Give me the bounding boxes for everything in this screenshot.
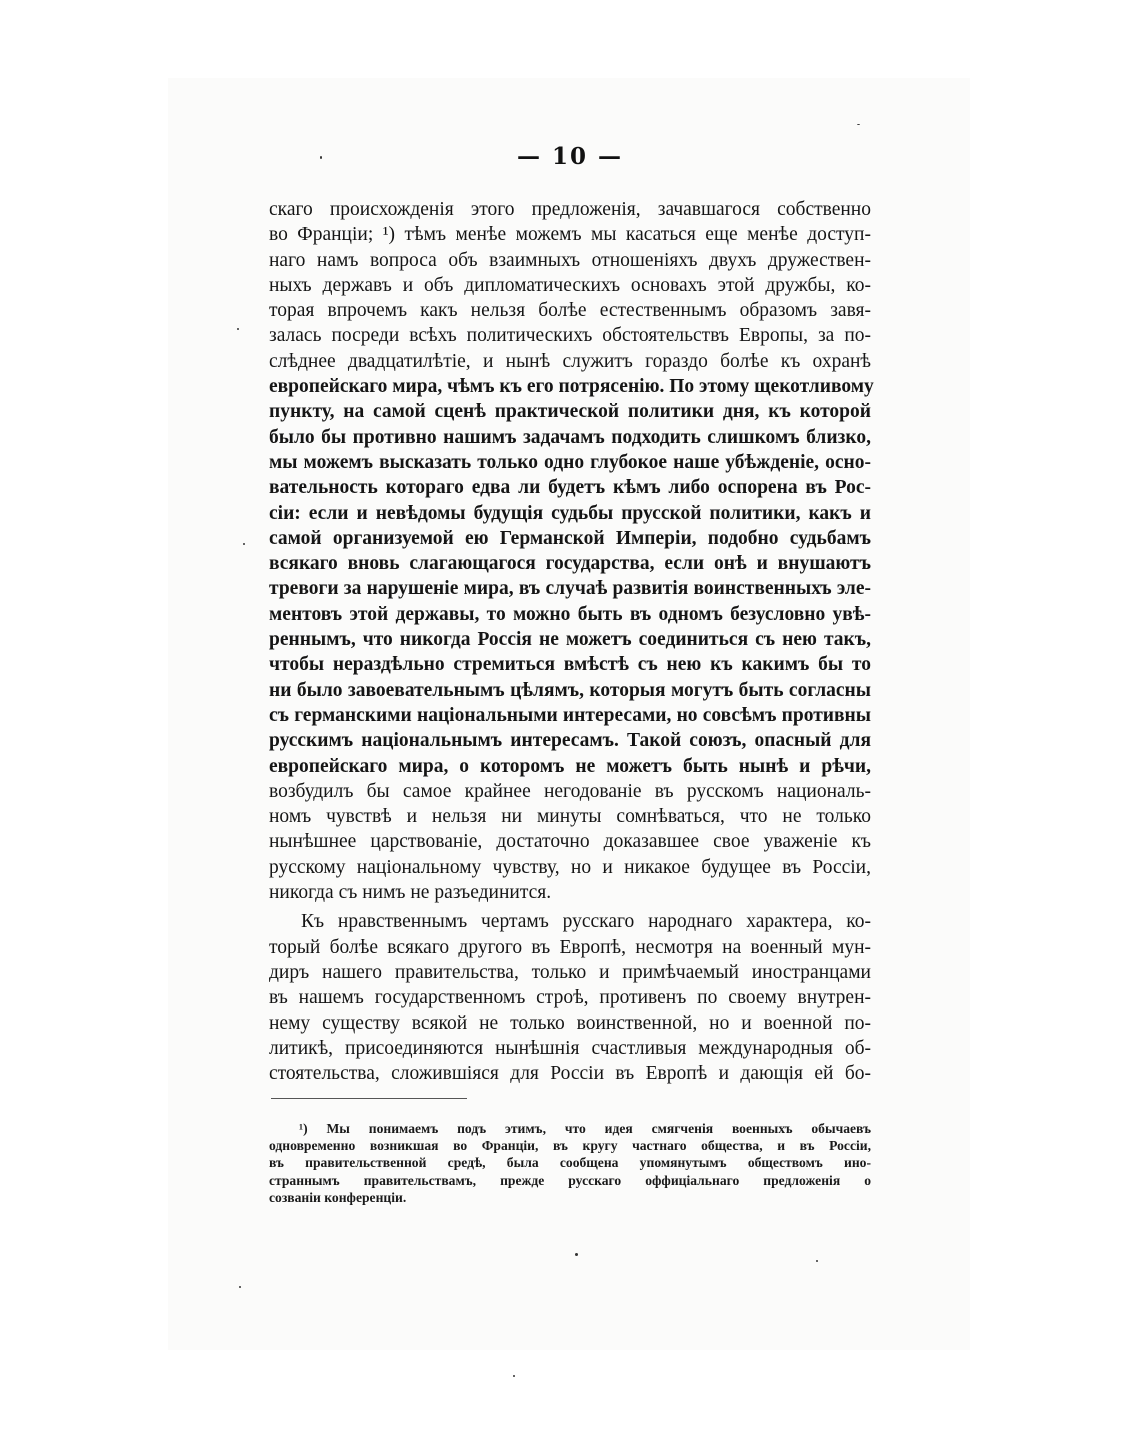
text-line: русскому національному чувству, но и никакое будущее въ Россіи, — [269, 856, 871, 878]
text-line: вательность котораго едва ли будетъ кѣмъ либо оспорена въ Рос- — [269, 477, 871, 499]
text-line: торый болѣе всякаго другого въ Европѣ, несмотря на военный мун- — [269, 936, 871, 958]
footnote-line: страннымъ правительствамъ, прежде русскаго оффиціальнаго предложенія о — [269, 1172, 871, 1188]
text-line: литикѣ, присоединяются нынѣшнія счастливыя международныя об- — [269, 1037, 871, 1059]
scan-speck — [320, 156, 322, 159]
text-line: торая впрочемъ какъ нельзя болѣе естественнымъ образомъ завя- — [269, 300, 871, 322]
text-line: русскимъ національнымъ интересамъ. Такой союзъ, опасный для — [269, 730, 871, 752]
text-line: самой организуемой ею Германской Имперіи, подобно судьбамъ — [269, 527, 871, 549]
text-line: европейскаго мира, чѣмъ къ его потрясенію. По этому щекотливому — [269, 376, 874, 398]
text-line: европейскаго мира, о которомъ не можетъ быть нынѣ и рѣчи, — [269, 755, 871, 777]
text-line: было бы противно нашимъ задачамъ подходить слишкомъ близко, — [269, 426, 871, 448]
text-line: Къ нравственнымъ чертамъ русскаго народнаго характера, ко- — [301, 911, 871, 933]
text-line: скаго происхожденія этого предложенія, зачавшагося собственно — [269, 199, 871, 220]
text-line: тревоги за нарушеніе мира, въ случаѣ развитія воинственныхъ эле- — [269, 578, 871, 600]
text-line: реннымъ, что никогда Россія не можетъ соединиться съ нею такъ, — [269, 629, 871, 651]
text-line: въ нашемъ государственномъ строѣ, противенъ по своему внутрен- — [269, 987, 871, 1009]
text-line: возбудилъ бы самое крайнее негодованіе въ русскомъ националь- — [269, 780, 871, 802]
scan-speck — [243, 543, 245, 545]
page-number: — 10 — — [516, 143, 624, 170]
footnote-line: одновременно возникшая во Франціи, въ кругу частнаго общества, и въ Россіи, — [269, 1138, 871, 1154]
text-line: ни было завоевательнымъ цѣлямъ, которыя могутъ быть согласны — [269, 679, 871, 701]
text-line: нему существу всякой не только воинственной, но и военной по- — [269, 1012, 871, 1034]
text-line: сіи: если и невѣдомы будущія судьбы прусской политики, какъ и — [269, 502, 871, 524]
footnote — [269, 1120, 871, 1206]
body-text — [269, 197, 874, 1086]
text-line: мы можемъ высказать только одно глубокое наше убѣжденіе, осно- — [269, 451, 871, 473]
text-line: никогда съ нимъ не разъединится. — [269, 882, 552, 904]
text-line: всякаго вновь слагающагося государства, если онѣ и внушаютъ — [269, 553, 871, 575]
footnote-line: въ правительственной средѣ, была сообщена упомянутымъ обществомъ ино- — [269, 1155, 871, 1171]
text-line: номъ чувствѣ и нельзя ни минуты сомнѣваться, что не только — [269, 806, 871, 828]
text-line: наго намъ вопроса объ взаимныхъ отношеніяхъ двухъ дружествен- — [269, 249, 871, 271]
scan-speck — [513, 1375, 515, 1377]
text-line: залась посреди всѣхъ политическихъ обстоятельствъ Европы, за по- — [269, 325, 871, 347]
footnote-line: ¹) Мы понимаемъ подъ этимъ, что идея смягченія военныхъ обычаевъ — [299, 1121, 871, 1136]
text-line: диръ нашего правительства, только и примѣчаемый иностранцами — [269, 961, 871, 983]
text-line: стоятельства, сложившіяся для Россіи въ Европѣ и дающія ей бо- — [269, 1063, 871, 1085]
scan-speck — [816, 1260, 818, 1262]
text-line: ныхъ державъ и объ дипломатическихъ основахъ этой дружбы, ко- — [269, 274, 871, 296]
footnote-line: созваніи конференціи. — [269, 1189, 407, 1205]
scan-speck — [237, 328, 239, 330]
scan-speck — [239, 1286, 241, 1288]
text-line: ментовъ этой державы, то можно быть въ одномъ безусловно увѣ- — [269, 603, 871, 625]
scan-speck — [857, 124, 860, 125]
text-line: пункту, на самой сценѣ практической политики дня, къ которой — [269, 401, 871, 423]
text-line: нынѣшнее царствованіе, достаточно доказавшее свое уваженіе къ — [269, 831, 871, 853]
scan-speck — [575, 1253, 578, 1256]
text-line: слѣднее двадцатилѣтіе, и нынѣ служитъ гораздо болѣе къ охранѣ — [269, 350, 871, 372]
text-line: во Франціи; ¹) тѣмъ менѣе можемъ мы касаться еще менѣе доступ- — [269, 224, 871, 246]
text-line: съ германскими національными интересами, но совсѣмъ противны — [269, 704, 871, 726]
footnote-divider — [271, 1098, 467, 1099]
text-line: чтобы нераздѣльно стремиться вмѣстѣ съ нею къ какимъ бы то — [269, 654, 871, 676]
